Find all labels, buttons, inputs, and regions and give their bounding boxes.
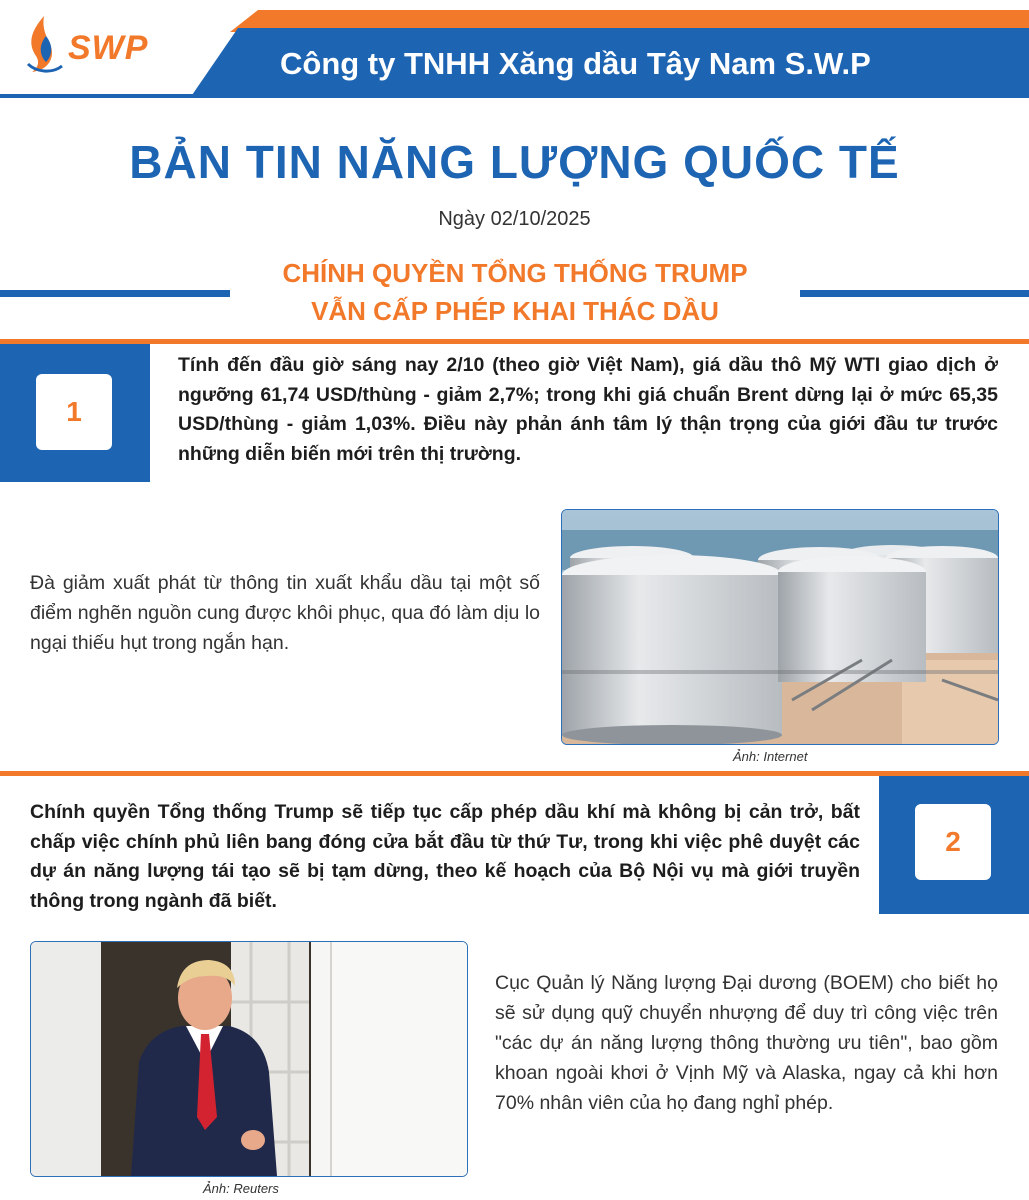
header-underline [0,94,1029,98]
section2-lead: Chính quyền Tổng thống Trump sẽ tiếp tục cấp phép dầu khí mà không bị cản trở, bất chấp việc chính phủ liên bang đóng cửa bắt đầu từ thứ Tư, trong khi việc phê duyệt các dự án năng lượng tái tạo sẽ bị tạm dừng, theo kế hoạch của Bộ Nội vụ mà giới truyền thông trong ngành đã biết. [30,801,860,912]
company-name: Công ty TNHH Xăng dầu Tây Nam S.W.P [280,46,871,81]
section2-caption: Ảnh: Reuters [203,1181,279,1196]
headline [230,254,800,330]
headline-line1: CHÍNH QUYỀN TỔNG THỐNG TRUMP [282,258,748,288]
section1-caption: Ảnh: Internet [733,749,808,764]
section1-number: 1 [36,374,112,450]
section2-body: Cục Quản lý Năng lượng Đại dương (BOEM) cho biết họ sẽ sử dụng quỹ chuyển nhượng để duy trì công việc trên "các dự án năng lượng thông thường ưu tiên", bao gồm khoan ngoài khơi ở Vịnh Mỹ và Alaska, ngay cả khi hơn 70% nhân viên của họ đang nghỉ phép. [495,972,998,1114]
section1-divider [0,339,1029,344]
section1-body: Đà giảm xuất phát từ thông tin xuất khẩu dầu tại một số điểm nghẽn nguồn cung được khôi phục, qua đó làm dịu lo ngại thiếu hụt trong ngắn hạn. [30,572,540,654]
section1-lead: Tính đến đầu giờ sáng nay 2/10 (theo giờ Việt Nam), giá dầu thô Mỹ WTI giao dịch ở ngưỡng 61,74 USD/thùng - giảm 2,7%; trong khi giá chuẩn Brent dừng lại ở mức 65,35 USD/thùng - giảm 1,03%. Điều này phản ánh tâm lý thận trọng của giới đầu tư trước những diễn biến mới trên thị trường. [178,354,998,465]
section2-divider [0,771,1029,776]
headline-rule-right [800,290,1029,297]
oil-tanks-photo [561,509,999,745]
logo-text: SWP [68,29,149,67]
bulletin-title: BẢN TIN NĂNG LƯỢNG QUỐC TẾ [129,136,900,188]
flame-logo-icon [22,14,66,76]
person-in-doorway-image [31,942,467,1176]
bulletin-date: Ngày 02/10/2025 [438,208,591,230]
oil-storage-tanks-image [562,510,998,744]
trump-photo [30,941,468,1177]
headline-rule-left [0,290,230,297]
section2-number: 2 [915,804,991,880]
headline-line2: VẪN CẤP PHÉP KHAI THÁC DẦU [311,296,719,326]
